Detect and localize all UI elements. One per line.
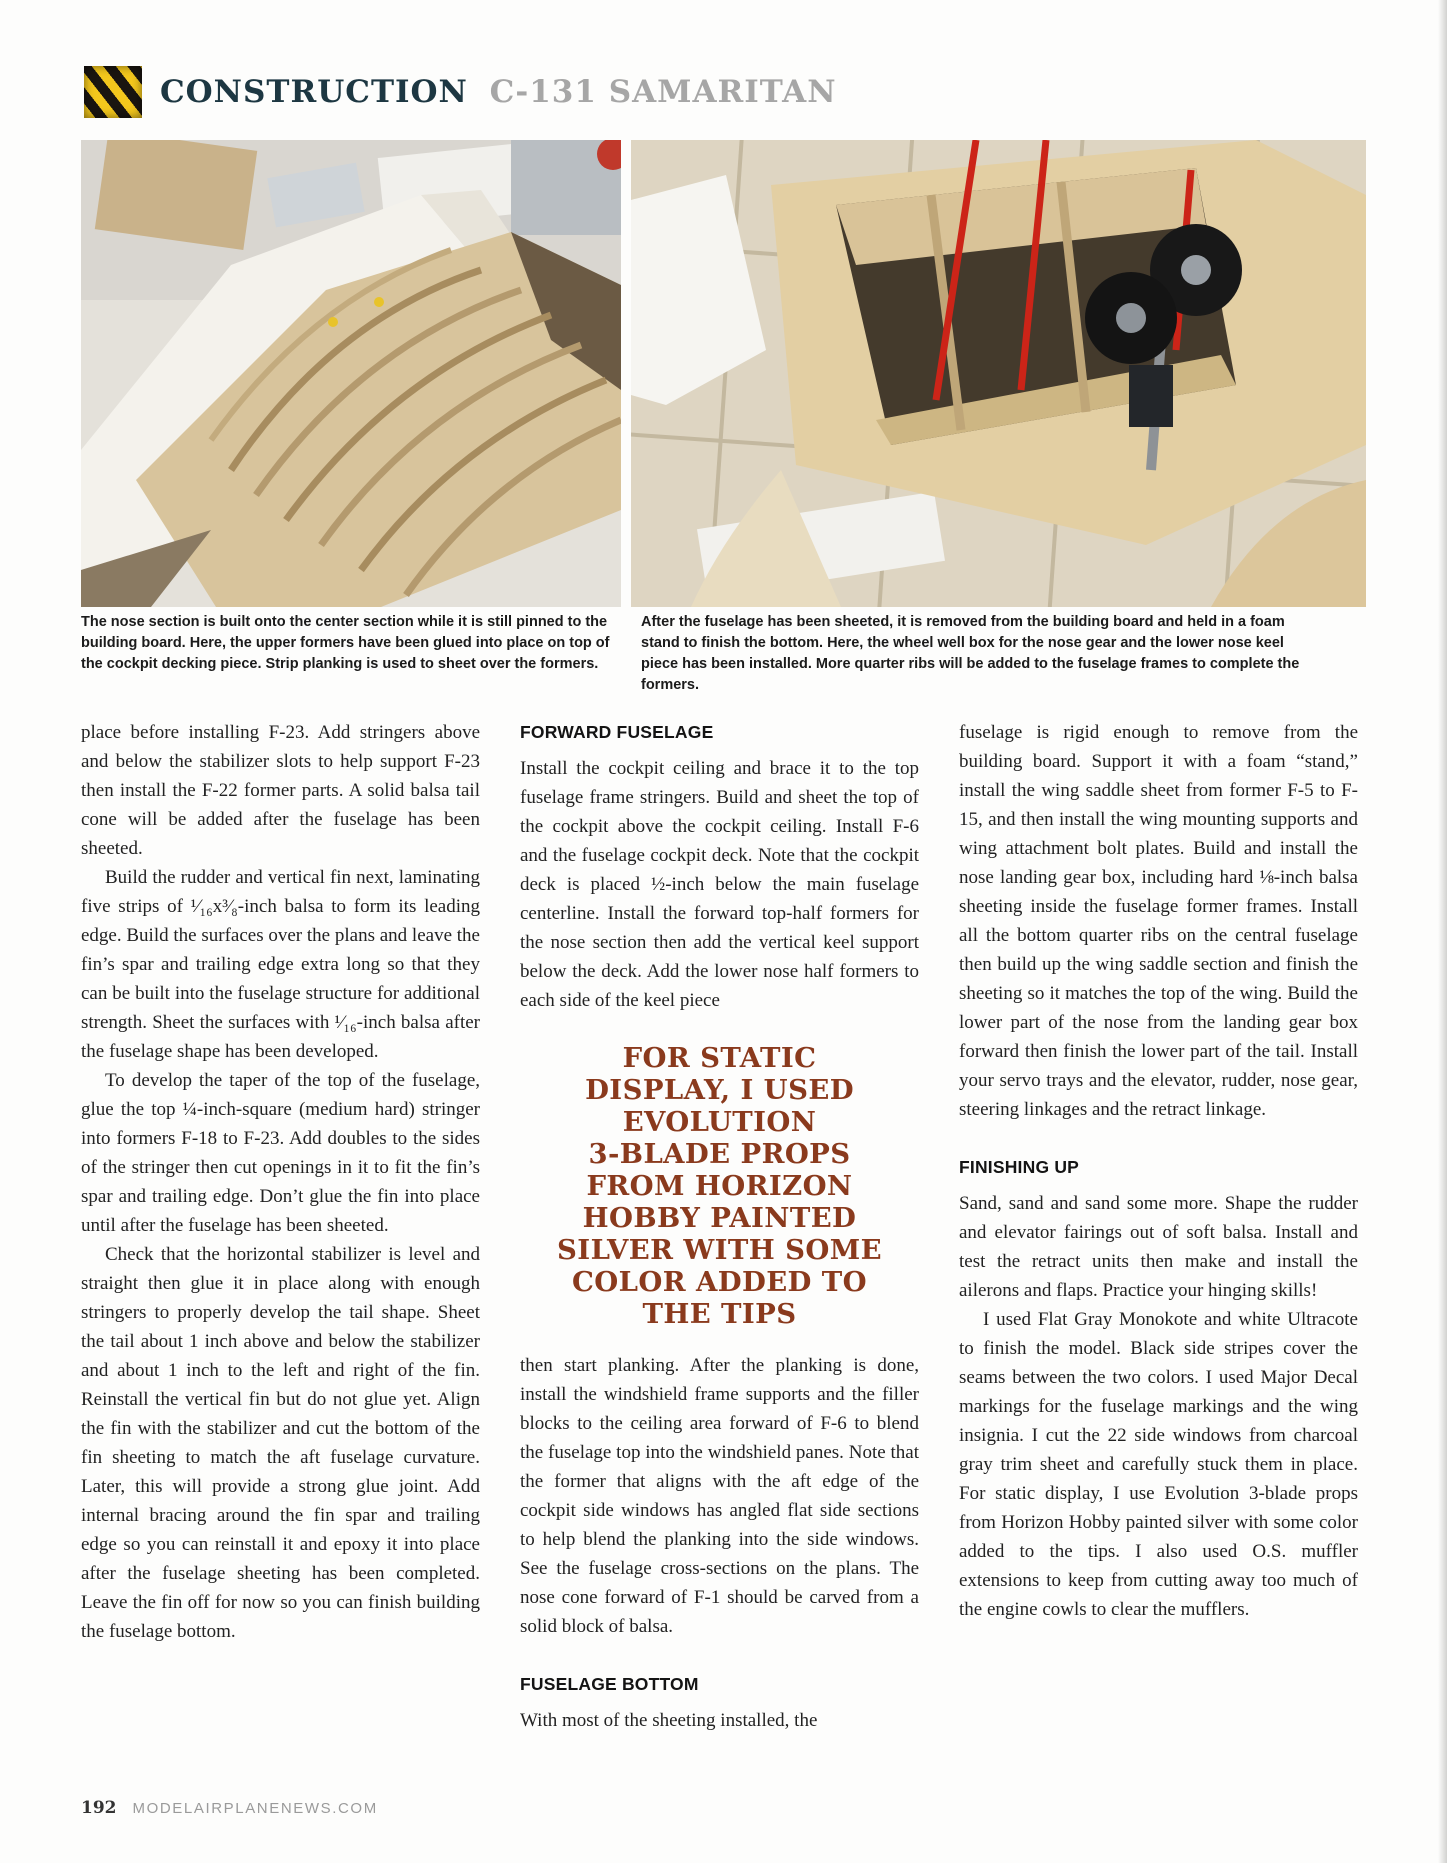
page-footer bbox=[81, 1798, 378, 1818]
page-number: 192 bbox=[81, 1798, 117, 1818]
section-heading-forward-fuselage: FORWARD FUSELAGE bbox=[520, 722, 714, 742]
page-title bbox=[160, 74, 837, 110]
pull-quote-line: DISPLAY, I USED bbox=[585, 1074, 854, 1106]
pull-quote-line: EVOLUTION bbox=[622, 1106, 817, 1138]
paragraph: Check that the horizontal stabilizer is level and straight then glue it in place along with enough stringers to properly develop the tail shape. Sheet the tail about 1 inch above and below the stabilizer and about 1 inch to the left and right of the fin. Reinstall the vertical fin but do not glue yet. Align the fin with the stabilizer and cut the bottom of the fin sheeting to match the aft fuselage curvature. Later, this will provide a strong glue joint. Add internal bracing around the fin spar and trailing edge so you can reinstall it and epoxy it into place after the fuselage sheeting has been completed. Leave the fin off for now so you can finish building the fuselage bottom. bbox=[81, 1244, 480, 1642]
article-title: C-131 SAMARITAN bbox=[489, 74, 837, 110]
article-body bbox=[81, 718, 1358, 1735]
left-photo-caption: The nose section is built onto the center section while it is still pinned to the building board. Here, the upper formers have been glued into place on top of the cockpit decking piece. Strip planking is used to sheet over the formers. bbox=[81, 614, 610, 672]
pull-quote-line: HOBBY PAINTED bbox=[582, 1202, 857, 1234]
left-photo bbox=[81, 140, 621, 607]
section-label: CONSTRUCTION bbox=[160, 74, 468, 110]
pull-quote-line: SILVER WITH SOME bbox=[557, 1234, 882, 1266]
right-photo bbox=[631, 140, 1366, 607]
pull-quote-line: FOR STATIC bbox=[622, 1042, 817, 1074]
hazard-stripes-icon bbox=[84, 66, 142, 118]
page-edge-shading bbox=[1438, 0, 1447, 1863]
paragraph: Install the cockpit ceiling and brace it to the top fuselage frame stringers. Build and sheet the top of the cockpit above the cockpit ceiling. Install F-6 and the fuselage cockpit deck. Note that the cockpit deck is placed ½-inch below the main fuselage centerline. Install the forward top-half formers for the nose section then add the vertical keel support below the deck. Add the lower nose half formers to each side of the keel piece bbox=[520, 758, 919, 1011]
paragraph: fuselage is rigid enough to remove from the building board. Support it with a foam “stand,” install the wing saddle sheet from former F-5 to F-15, and then install the wing mounting supports and wing attachment bolt plates. Build and install the nose landing gear box, including hard ⅛-inch balsa sheeting inside the fuselage former frames. Install all the bottom quarter ribs on the central fuselage then build up the wing saddle section and finish the sheeting so it matches the top of the wing. Build the lower part of the nose from the landing gear box forward then finish the lower part of the tail. Install your servo trays and the elevator, rudder, nose gear, steering linkages and the retract linkage. bbox=[959, 722, 1358, 1120]
column-1 bbox=[81, 718, 480, 1735]
paragraph: With most of the sheeting installed, the bbox=[520, 1710, 818, 1731]
paragraph: place before installing F-23. Add stringers above and below the stabilizer slots to help support F-23 then install the F-22 former parts. A solid balsa tail cone will be added after the fuselage has been sheeted. bbox=[81, 722, 480, 859]
paragraph: I used Flat Gray Monokote and white Ultracote to finish the model. Black side stripes cover the seams between the two colors. I used Major Decal markings for the fuselage markings and the wing insignia. I cut the 22 side windows from charcoal gray trim sheet and carefully stuck them in place. For static display, I use Evolution 3-blade props from Horizon Hobby painted silver with some color added to the tips. I also used O.S. muffler extensions to keep from cutting away too much of the engine cowls to clear the mufflers. bbox=[959, 1309, 1358, 1620]
section-heading-finishing-up: FINISHING UP bbox=[959, 1157, 1080, 1177]
right-photo-caption: After the fuselage has been sheeted, it is removed from the building board and held in a foam stand to finish the bottom. Here, the wheel well box for the nose gear and the lower nose keel piece has been installed. More quarter ribs will be added to the fuselage frames to complete the formers. bbox=[641, 614, 1300, 693]
paragraph: Build the rudder and vertical fin next, laminating five strips of ¹⁄₁₆x³⁄₈-inch balsa to form its leading edge. Build the surfaces over the plans and leave the fin’s spar and trailing edge extra long so that they can be built into the fuselage structure for additional strength. Sheet the surfaces with ¹⁄₁₆-inch balsa after the fuselage shape has been developed. bbox=[81, 867, 480, 1062]
paragraph: Sand, sand and sand some more. Shape the rudder and elevator fairings out of soft balsa. Install and test the retract units then make and install the ailerons and flaps. Practice your hinging skills! bbox=[959, 1193, 1358, 1301]
paragraph: To develop the taper of the top of the fuselage, glue the top ¼-inch-square (medium hard) stringer into formers F-18 to F-23. Add doubles to the sides of the stringer then cut openings in it to fit the fin’s spar and trailing edge. Don’t glue the fin into place until after the fuselage has been sheeted. bbox=[81, 1070, 480, 1236]
pull-quote-line: THE TIPS bbox=[642, 1298, 797, 1330]
paragraph: then start planking. After the planking is done, install the windshield frame supports and the filler blocks to the ceiling area forward of F-6 to blend the fuselage top into the windshield panes. Note that the former that aligns with the aft edge of the cockpit side windows has angled flat side sections to help blend the planking into the side windows. See the fuselage cross-sections on the plans. The nose cone forward of F-1 should be carved from a solid block of balsa. bbox=[520, 1355, 919, 1637]
section-heading-fuselage-bottom: FUSELAGE BOTTOM bbox=[520, 1674, 699, 1694]
balsa-nose-section-photo bbox=[81, 140, 621, 607]
column-2 bbox=[520, 718, 919, 1735]
page-header bbox=[84, 66, 837, 118]
pull-quote-line: 3-BLADE PROPS bbox=[588, 1138, 851, 1170]
column-3 bbox=[959, 718, 1358, 1735]
website-url: MODELAIRPLANENEWS.COM bbox=[132, 1800, 378, 1817]
fuselage-foam-stand-photo bbox=[631, 140, 1366, 607]
photo-row bbox=[81, 140, 1366, 607]
pull-quote-line: COLOR ADDED TO bbox=[572, 1266, 867, 1298]
caption-row bbox=[81, 612, 1366, 696]
pull-quote-line: FROM HORIZON bbox=[586, 1170, 853, 1202]
pull-quote bbox=[520, 1042, 919, 1330]
